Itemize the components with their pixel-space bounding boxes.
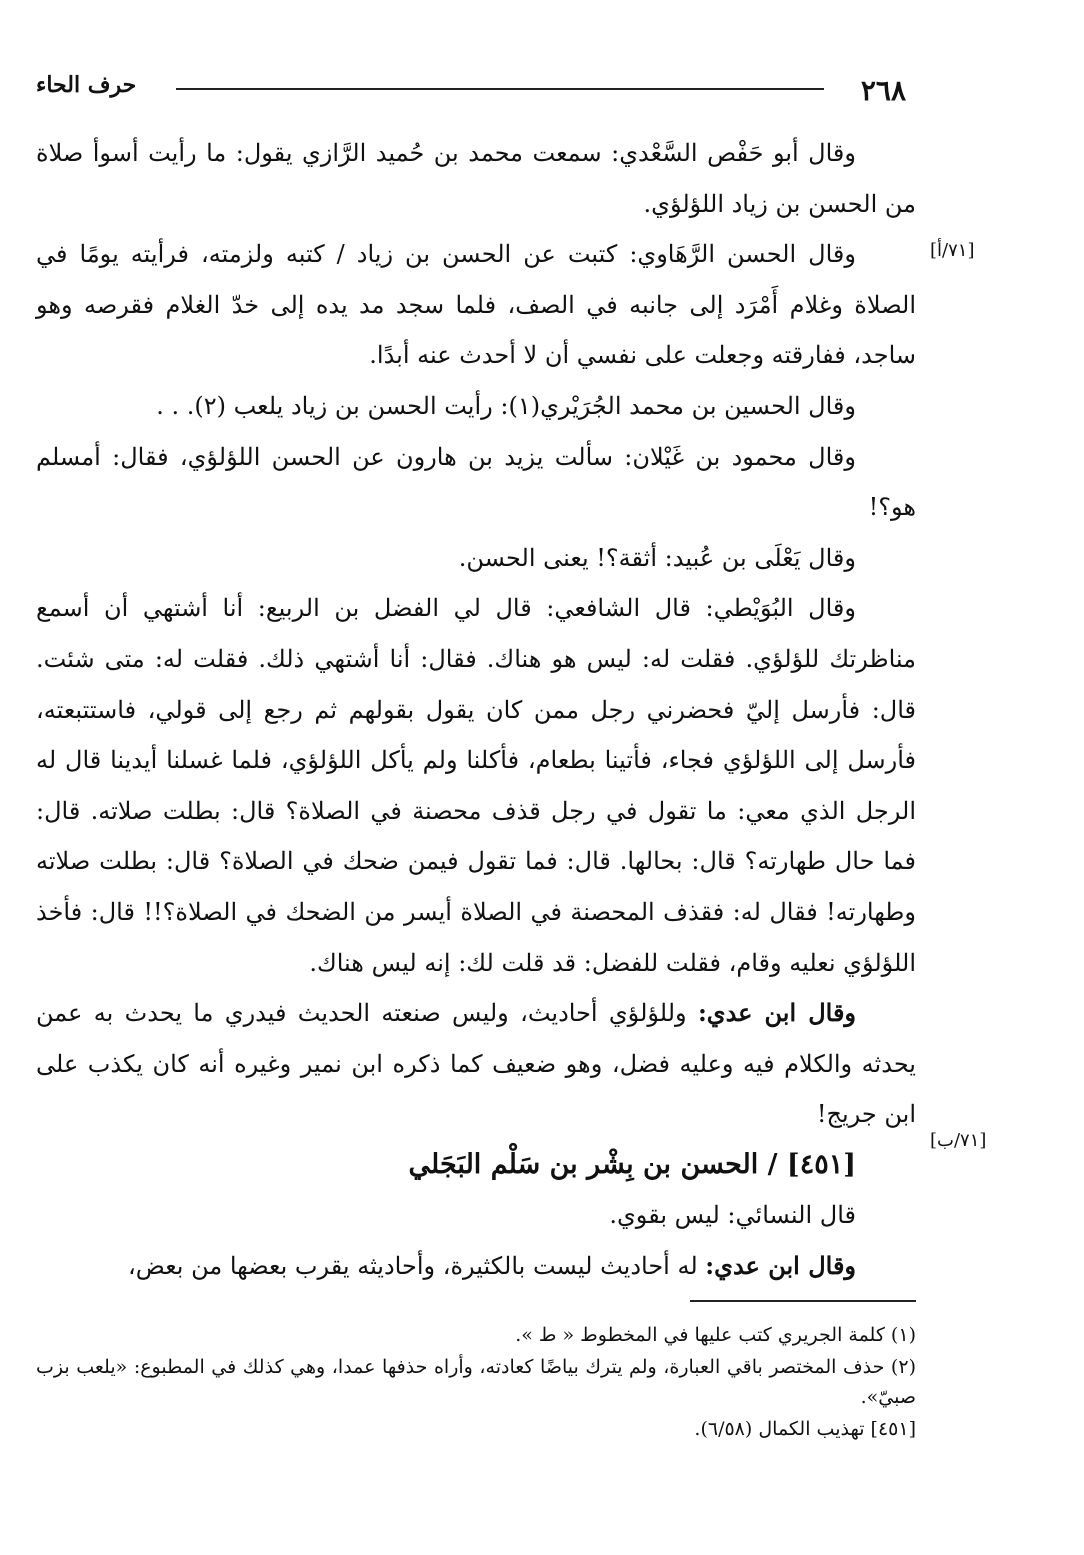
page-header [36, 70, 906, 110]
quote-text: له أحاديث ليست بالكثيرة، وأحاديثه يقرب بعضها من بعض، [128, 1252, 706, 1281]
speaker-ibn-adi: وقال ابن عدي: [705, 1251, 856, 1281]
header-rule [176, 88, 824, 90]
paragraph-jurayri: وقال الحسين بن محمد الجُرَيْري(١): رأيت الحسن بن زياد يلعب (٢). . . [156, 391, 856, 420]
paragraph-yala: وقال يَعْلَى بن عُبيد: أثقة؟! يعنى الحسن. [458, 543, 856, 572]
quote-text: وللؤلؤي أحاديث، وليس صنعته الحديث فيدري ما يحدث به عمن يحدثه والكلام فيه وعليه فضل، وهو ضعيف كما ذكره ابن نمير وغيره أنه كان يكذب على ابن جريج! [36, 999, 916, 1129]
paragraph-ruhawi: وقال الحسن الرَّهَاوي: كتبت عن الحسن بن زياد / كتبه ولزمته، فرأيته يومًا في الصلاة وغلام أَمْرَد إلى جانبه في الصف، فلما سجد مد يده إلى خدّ الغلام فقرصه وهو ساجد، ففارقته وجعلت على نفسي أن لا أحدث عنه أبدًا. [36, 240, 916, 370]
paragraph-ibn-adi-1 [36, 988, 916, 1140]
footnote-2: (٢) حذف المختصر باقي العبارة، ولم يترك بياضًا كعادته، وأراه حذفها عمدا، وهي كذلك في المطبوع: «يلعب بزب صبيّ». [36, 1356, 916, 1408]
paragraph-buwayti: وقال البُوَيْطي: قال الشافعي: قال لي الفضل بن الربيع: أنا أشتهي أن أسمع مناظرتك للؤلؤي. فقلت له: ليس هو هناك. فقال: أنا أشتهي ذلك. فقلت له: متى شئت. قال: فأرسل إليّ فحضرني رجل ممن كان يقول بقولهم ثم رجع إلى قولي، فاستتبعته، فأرسل إلى اللؤلؤي فجاء، فأتينا بطعام، فأكلنا ولم يأكل اللؤلؤي، فلما غسلنا أيدينا قال له الرجل الذي معي: ما تقول في رجل قذف محصنة في الصلاة؟ قال: بطلت صلاته. قال: فما حال طهارته؟ قال: بحالها. قال: فما تقول فيمن ضحك في الصلاة؟ قال: بطلت صلاته وطهارته! فقال له: فقذف المحصنة في الصلاة أيسر من الضحك في الصلاة؟!! قال: فأخذ اللؤلؤي نعليه وقام، فقلت للفضل: قد قلت لك: إنه ليس هناك. [36, 594, 917, 977]
entry-heading: [٤٥١] / الحسن بن بِشْر بن سَلْم البَجَلي [408, 1148, 856, 1180]
paragraph-abu-hafs: وقال أبو حَفْص السَّعْدي: سمعت محمد بن حُميد الرَّازي يقول: ما رأيت أسوأ صلاة من الحسن بن زياد اللؤلؤي. [36, 139, 916, 218]
paragraph-ibn-adi-2 [36, 1241, 916, 1292]
footnote-source: [٤٥١] تهذيب الكمال (٦/٥٨). [694, 1418, 916, 1440]
footnote-rule [690, 1300, 916, 1302]
speaker-ibn-adi: وقال ابن عدي: [697, 998, 857, 1028]
paragraph-mahmud: وقال محمود بن غَيْلان: سألت يزيد بن هارون عن الحسن اللؤلؤي، فقال: أمسلم هو؟! [36, 442, 916, 522]
footnotes [36, 1320, 916, 1446]
margin-ref-71b: [٧١/ب] [930, 1130, 987, 1151]
page-number: ٢٦٨ [860, 74, 906, 107]
main-text [36, 128, 916, 1292]
paragraph-nasai: قال النسائي: ليس بقوي. [609, 1201, 856, 1230]
running-title: حرف الحاء [36, 72, 137, 98]
margin-ref-71a: [٧١/أ] [930, 240, 975, 261]
footnote-1: (١) كلمة الجريري كتب عليها في المخطوط « ط ». [515, 1324, 916, 1346]
